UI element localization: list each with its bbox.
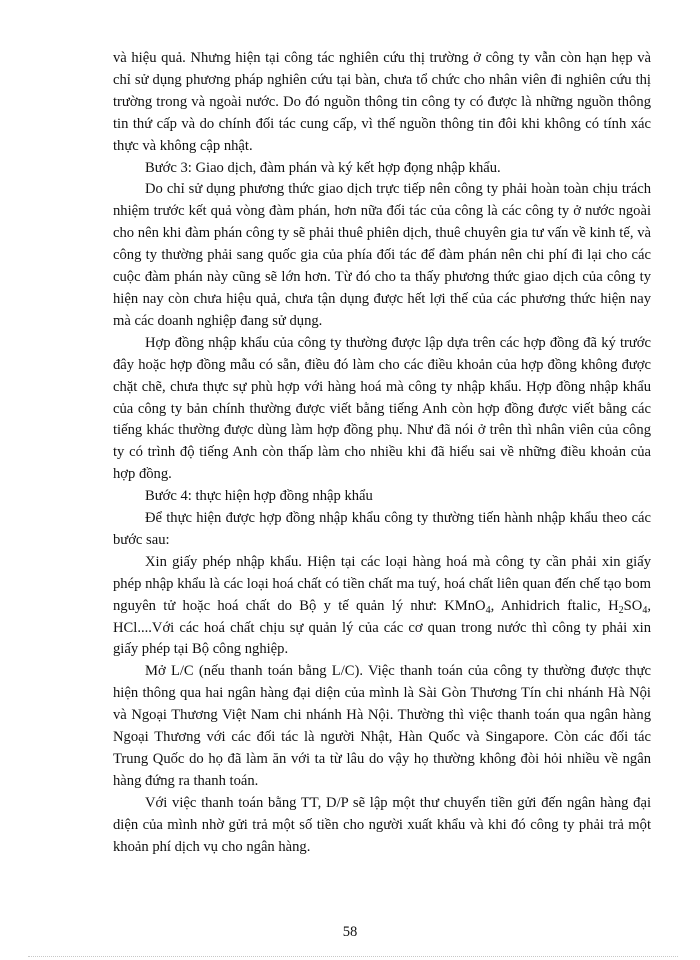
license-text-part-4: , HCl....Với các hoá chất chịu sự quản lý của các cơ quan trong nước thì công ty phải xin giấy phép tại Bộ công nghiệp. <box>113 597 651 658</box>
step-4-heading: Bước 4: thực hiện hợp đồng nhập khẩu <box>145 488 373 505</box>
step-3-heading: Bước 3: Giao dịch, đàm phán và ký kết hợp đọng nhập khẩu. <box>145 159 501 176</box>
paragraph-market-research: và hiệu quả. Nhưng hiện tại công tác nghiên cứu thị trường ở công ty vẫn còn hạn hẹp và chỉ sử dụng phương pháp nghiên cứu tại bàn, chưa tổ chức cho nhân viên đi nghiên cứu thị trường trong và ngoài nước. Do đó nguồn thông tin công ty có được là những nguồn thông tin thứ cấp và do chính đối tác cung cấp, vì thế nguồn thông tin đôi khi không có tính xác thực và không cập nhật. <box>113 50 651 154</box>
license-text-part-3: SO <box>623 597 643 614</box>
paragraph-import-license <box>113 552 651 662</box>
subscript: 4 <box>642 604 648 616</box>
subscript: 4 <box>485 604 491 616</box>
paragraph-letter-of-credit: Mở L/C (nếu thanh toán bằng L/C). Việc thanh toán của công ty thường được thực hiện thông qua hai ngân hàng đại diện của mình là Sài Gòn Thương Tín chi nhánh Hà Nội và Ngoại Thương Việt Nam chi nhánh Hà Nội. Thường thì việc thanh toán qua ngân hàng Ngoại Thương với các đối tác là người Nhật, Hàn Quốc và Singapore. Còn các đối tác Trung Quốc do họ đã làm ăn với ta từ lâu do vậy họ thường không đòi hỏi nhiều về ngân hàng đứng ra thanh toán. <box>113 663 651 789</box>
paragraph-import-contract: Hợp đồng nhập khẩu của công ty thường được lập dựa trên các hợp đồng đã ký trước đây hoặc hợp đồng mẫu có sẵn, điều đó làm cho các điều khoản của hợp đồng không được chặt chẽ, chưa thực sự phù hợp với hàng hoá mà công ty nhập khẩu. Hợp đồng nhập khẩu của công ty bản chính thường được viết bằng tiếng Anh còn hợp đồng được viết bằng các tiếng khác thường được dùng làm hợp đồng phụ. Như đã nói ở trên thì nhân viên của công ty có trình độ tiếng Anh còn thấp làm cho nhiều khi đã hiểu sai về những điều khoản của hợp đồng. <box>113 334 651 483</box>
license-text-part-2: , Anhidrich ftalic, H <box>490 597 619 614</box>
footer-divider <box>28 956 678 957</box>
subscript: 2 <box>618 604 624 616</box>
body-text <box>113 48 651 859</box>
paragraph-import-steps: Để thực hiện được hợp đồng nhập khẩu công ty thường tiến hành nhập khẩu theo các bước sau: <box>113 510 651 548</box>
page-number: 58 <box>342 924 358 940</box>
license-text-part-1: Xin giấy phép nhập khẩu. Hiện tại các loại hàng hoá mà công ty cần phải xin giấy phép nhập khẩu là các loại hoá chất có tiền chất ma tuý, hoá chất liên quan đến chế tạo bom nguyên tử hoặc hoá chất do Bộ y tế quản lý như: KMnO <box>113 553 651 614</box>
paragraph-tt-dp-payment: Với việc thanh toán bằng TT, D/P sẽ lập một thư chuyển tiền gửi đến ngân hàng đại diện của mình nhờ gửi trả một số tiền cho người xuất khẩu và khi đó công ty phải trả một khoản phí dịch vụ cho ngân hàng. <box>113 794 651 855</box>
paragraph-negotiation: Do chỉ sử dụng phương thức giao dịch trực tiếp nên công ty phải hoàn toàn chịu trách nhiệm trước kết quả vòng đàm phán, hơn nữa đối tác của công là các công ty ở nước ngoài cho nên khi đàm phán công ty sẽ phải thuê phiên dịch, thuê chuyên gia tư vấn về kinh tế, và công ty thường phải sang quốc gia của phía đối tác để đàm phán nên chi phí đi lại cho các cuộc đàm phán này cũng sẽ lớn hơn. Từ đó cho ta thấy phương thức giao dịch của công ty hiện nay còn chưa hiệu quả, chưa tận dụng được hết lợi thế của các phương thức hiện nay mà các doanh nghiệp đang sử dụng. <box>113 181 651 329</box>
